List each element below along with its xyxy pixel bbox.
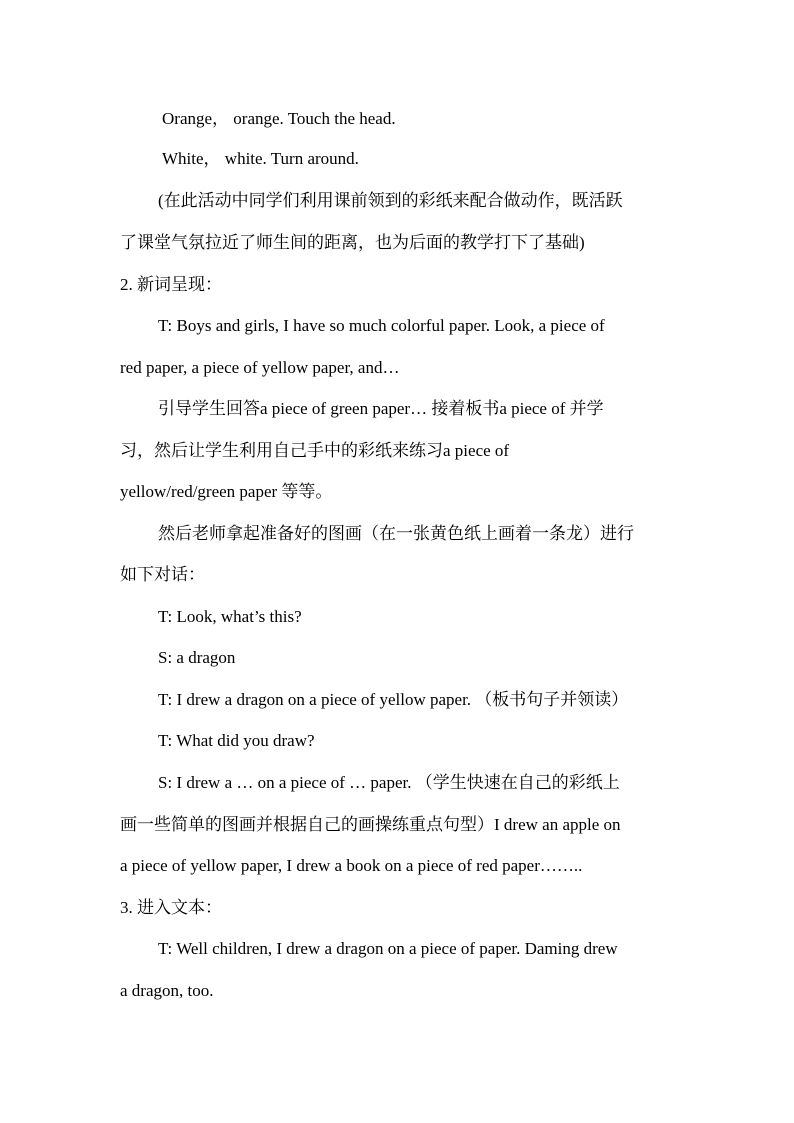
line-activity-note-1: (在此活动中同学们利用课前领到的彩纸来配合做动作，既活跃 — [158, 191, 623, 210]
section-heading-new-words: 2. 新词呈现： — [120, 275, 222, 294]
line-teacher-picture-2: 如下对话： — [120, 565, 205, 584]
line-student-drew-1: S: I drew a … on a piece of … paper. （学生快速在自己的彩纸上 — [158, 773, 620, 792]
section-heading-text: 3. 进入文本： — [120, 898, 222, 917]
line-guide-students-3: yellow/red/green paper 等等。 — [120, 482, 333, 501]
line-student-drew-3: a piece of yellow paper, I drew a book on a piece of red paper…….. — [120, 856, 583, 875]
line-guide-students-2: 习，然后让学生利用自己手中的彩纸来练习a piece of — [120, 441, 510, 460]
line-teacher-picture-1: 然后老师拿起准备好的图画（在一张黄色纸上画着一条龙）进行 — [158, 524, 634, 543]
line-guide-students-1: 引导学生回答a piece of green paper… 接着板书a piece of 并学 — [158, 399, 604, 418]
line-orange-chant: Orange， orange. Touch the head. — [162, 109, 396, 128]
line-a-dragon: S: a dragon — [158, 648, 236, 667]
line-red-paper: red paper, a piece of yellow paper, and… — [120, 358, 400, 377]
line-look-whats-this: T: Look, what’s this? — [158, 607, 302, 626]
line-i-drew-dragon: T: I drew a dragon on a piece of yellow paper. （板书句子并领读） — [158, 690, 629, 709]
line-what-did-you-draw: T: What did you draw? — [158, 731, 315, 750]
line-activity-note-2: 了课堂气氛拉近了师生间的距离，也为后面的教学打下了基础) — [120, 233, 585, 252]
line-well-children: T: Well children, I drew a dragon on a piece of paper. Daming drew — [158, 939, 618, 958]
line-white-chant: White， white. Turn around. — [162, 149, 359, 168]
line-teacher-boys-girls: T: Boys and girls, I have so much colorful paper. Look, a piece of — [158, 316, 605, 335]
line-dragon-too: a dragon, too. — [120, 981, 214, 1000]
line-student-drew-2: 画一些简单的图画并根据自己的画操练重点句型）I drew an apple on — [120, 815, 621, 834]
